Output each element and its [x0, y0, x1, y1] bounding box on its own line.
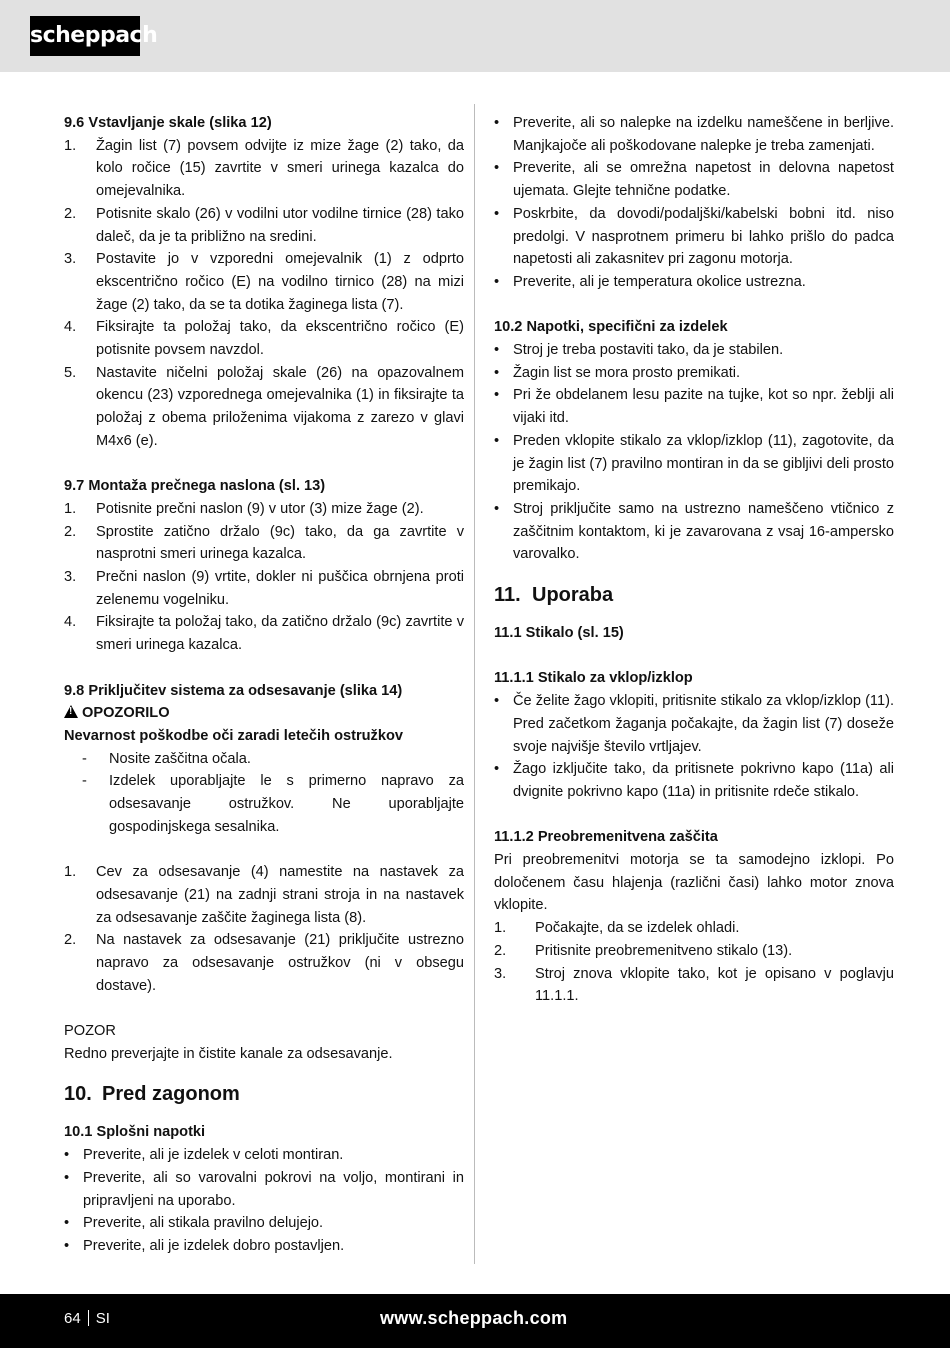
- list-item: • Preverite, ali so nalepke na izdelku nameščene in berljive. Manjkajoče ali poškodovane nalepke je treba zamenjati.: [494, 115, 894, 154]
- website-url[interactable]: www.scheppach.com: [380, 1308, 568, 1328]
- list-item: • Preverite, ali stikala pravilno delujejo.: [64, 1215, 324, 1232]
- pozor-text: Redno preverjajte in čistite kanale za odsesavanje.: [64, 1045, 393, 1062]
- list-item: • Preverite, ali je izdelek dobro postavljen.: [64, 1237, 345, 1254]
- list-item: 1. Počakajte, da se izdelek ohladi.: [494, 920, 740, 937]
- list-10-1-continued: [494, 112, 894, 294]
- list-item: • Preverite, ali je temperatura okolice ustrezna.: [494, 273, 806, 290]
- column-divider: [474, 104, 475, 1264]
- list-10-2: [494, 339, 894, 566]
- page-number: 64 SI: [64, 1310, 110, 1327]
- section-title-9-8: 9.8 Priključitev sistema za odsesavanje (slika 14): [64, 682, 403, 699]
- list-item: • Stroj priključite samo na ustrezno nameščeno vtičnico z zaščitnim kontaktom, ki je zavarovana z vsaj 16-ampersko varovalko.: [494, 500, 894, 563]
- section-title-10-2: 10.2 Napotki, specifični za izdelek: [494, 319, 728, 336]
- section-title-9-6: 9.6 Vstavljanje skale (slika 12): [64, 115, 272, 131]
- warning-subtitle: Nevarnost poškodbe oči zaradi letečih ostružkov: [64, 727, 403, 744]
- list-item: - Nosite zaščitna očala.: [82, 750, 251, 767]
- list-item: 3. Prečni naslon (9) vrtite, dokler ni puščica obrnjena proti zelenemu vogelniku.: [64, 569, 464, 608]
- brand-logo: scheppach: [30, 16, 140, 56]
- pozor-label: POZOR: [64, 1023, 116, 1040]
- list-item: • Poskrbite, da dovodi/podaljški/kabelski bobni itd. niso predolgi. V nasprotnem primeru bi lahko prišlo do padca napetosti ali zakasnitev pri zagonu motorja.: [494, 205, 894, 268]
- list-item: • Preden vklopite stikalo za vklop/izklop (11), zagotovite, da je žagin list (7) pravilno montiran in da se gibljivi deli prosto premikajo.: [494, 432, 894, 495]
- section-title-11-1-1: 11.1.1 Stikalo za vklop/izklop: [494, 670, 693, 687]
- list-9-6: [64, 135, 464, 453]
- list-item: 1. Cev za odsesavanje (4) namestite na nastavek za odsesavanje (21) na zadnji strani stroja in na nastavek za odsesavanje zaščite žaginega lista (8).: [64, 864, 464, 926]
- list-9-8: [64, 861, 464, 997]
- list-10-1: [64, 1144, 464, 1258]
- list-item: • Če želite žago vklopiti, pritisnite stikalo za vklop/izklop (11). Pred začetkom žaganja počakajte, da žagin list (7) doseže svoje najvišje število vrtljajev.: [494, 693, 894, 755]
- section-title-9-7: 9.7 Montaža prečnega naslona (sl. 13): [64, 478, 326, 495]
- list-11-1-1: [494, 690, 894, 804]
- section-title-11-1-2: 11.1.2 Preobremenitvena zaščita: [494, 829, 718, 846]
- list-item: 5. Nastavite ničelni položaj skale (26) na opazovalnem okencu (23) vzporednega omejevalnika (1) in fiksirajte ta položaj z obema priloženima vijakoma z zarezo v glavi M4x6 (e).: [64, 364, 464, 449]
- list-item: 1. Žagin list (7) povsem odvijte iz mize žage (2) tako, da kolo ročice (15) zavrtite v smeri urinega kazalca do omejevalnika.: [64, 137, 464, 200]
- page-header: [0, 0, 950, 72]
- warning-heading: !OPOZORILO: [64, 702, 464, 725]
- section-title-11-1: 11.1 Stikalo (sl. 15): [494, 625, 624, 642]
- list-item: 4. Fiksirajte ta položaj tako, da zatično držalo (9c) zavrtite v smeri urinega kazalca.: [64, 614, 464, 654]
- list-item: • Pri že obdelanem lesu pazite na tujke, kot so npr. žeblji ali vijaki itd.: [494, 387, 894, 427]
- right-column: [494, 112, 894, 1008]
- list-item: 1. Potisnite prečni naslon (9) v utor (3) mize žage (2).: [64, 500, 424, 517]
- list-item: 4. Fiksirajte ta položaj tako, da ekscentrično ročico (E) potisnite povsem navzdol.: [64, 319, 464, 359]
- list-item: • Preverite, ali so varovalni pokrovi na voljo, montirani in pripravljeni na uporabo.: [64, 1169, 464, 1209]
- list-item: • Preverite, ali se omrežna napetost in delovna napetost ujemata. Glejte tehnične podatke.: [494, 160, 894, 200]
- page-footer: [0, 1294, 950, 1348]
- chapter-title-10: 10. Pred zagonom: [64, 1083, 240, 1106]
- list-item: 3. Postavite jo v vzporedni omejevalnik (1) z odprto ekscentrično ročico (E) na vodilno tirnico (28) na mizi žage (2) tako, da se ta dotika žaginega lista (7).: [64, 251, 464, 313]
- chapter-title-11: 11. Uporaba: [494, 584, 614, 607]
- list-item: • Žago izključite tako, da pritisnete pokrivno kapo (11a) ali dvignite pokrivno kapo (11a) in pritisnite rdeče stikalo.: [494, 761, 894, 800]
- list-item: - Izdelek uporabljajte le s primerno napravo za odsesavanje ostružkov. Ne uporabljajte gospodinjskega sesalnika.: [82, 773, 464, 835]
- list-item: • Preverite, ali je izdelek v celoti montiran.: [64, 1147, 344, 1164]
- left-column: [64, 112, 464, 1258]
- list-item: 3. Stroj znova vklopite tako, kot je opisano v poglavju 11.1.1.: [494, 965, 894, 1005]
- list-11-1-2: [494, 917, 894, 1008]
- list-item: 2. Sprostite zatično držalo (9c) tako, da ga zavrtite v nasprotni smeri urinega kazalca.: [64, 523, 464, 563]
- section-title-10-1: 10.1 Splošni napotki: [64, 1124, 206, 1141]
- list-9-7: [64, 498, 464, 657]
- list-item: 2. Pritisnite preobremenitveno stikalo (13).: [494, 942, 793, 959]
- warning-icon: [64, 705, 78, 718]
- list-item: 2. Na nastavek za odsesavanje (21) priključite ustrezno napravo za odsesavanje ostružkov (ni v obsegu dostave).: [64, 932, 464, 994]
- list-item: 2. Potisnite skalo (26) v vodilni utor vodilne tirnice (28) tako daleč, da je ta približno na sredini.: [64, 205, 464, 245]
- list-item: • Stroj je treba postaviti tako, da je stabilen.: [494, 342, 784, 359]
- paragraph: Pri preobremenitvi motorja se ta samodejno izklopi. Po določenem času hlajenja (različni časi) lahko motor znova vklopite.: [494, 852, 894, 914]
- list-item: • Žagin list se mora prosto premikati.: [494, 364, 741, 381]
